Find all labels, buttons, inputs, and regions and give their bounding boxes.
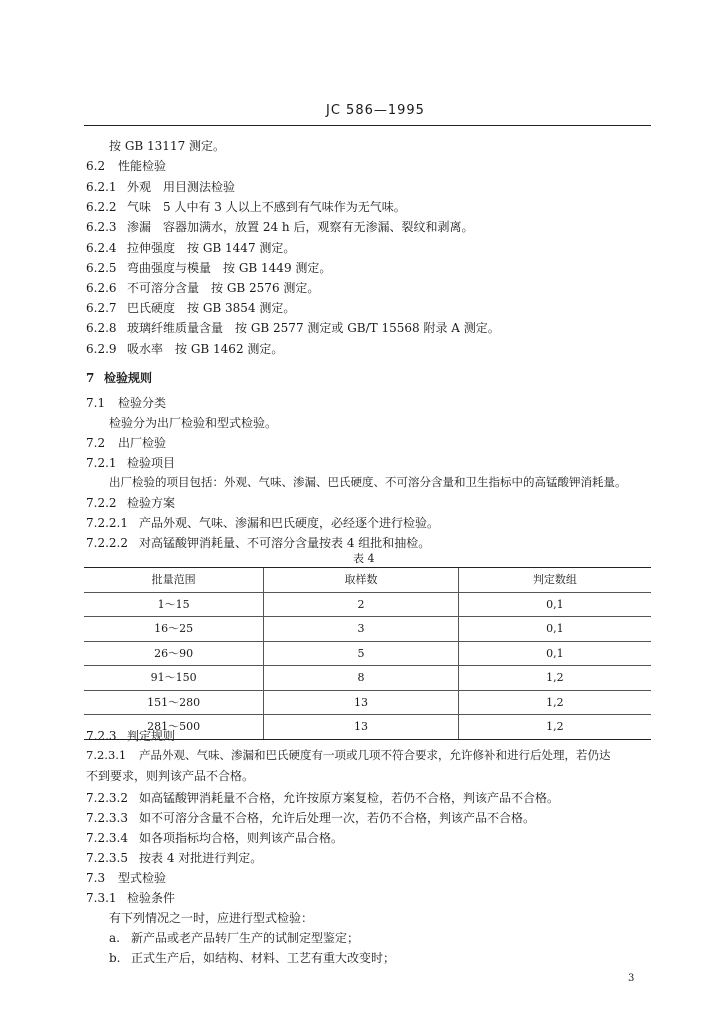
table-cell: 16～25 — [84, 617, 264, 641]
page-number: 3 — [628, 973, 635, 984]
clause-7-2-2: 7.2.2 检验方案 — [86, 496, 176, 510]
table-cell: 1,2 — [546, 720, 564, 734]
table-header-cell: 判定数组 — [532, 573, 577, 587]
table-cell: 0,1 — [546, 646, 564, 660]
list-item-a: a. 新产品或老产品转厂生产的试制定型鉴定； — [109, 931, 360, 945]
clause-6-2-1: 6.2.1 外观 用目测法检验 — [86, 180, 236, 194]
table-cell: 5 — [264, 642, 458, 666]
clause-7-2-3: 7.2.3 判定规则 — [86, 729, 176, 743]
table-row — [84, 691, 651, 716]
clause-7-1: 7.1 检验分类 — [86, 396, 167, 410]
table-row — [84, 593, 651, 618]
clause-7-2-1: 7.2.1 检验项目 — [86, 456, 176, 470]
clause-6-2-4: 6.2.4 拉伸强度 按 GB 1447 测定。 — [86, 241, 296, 255]
table-cell: 0,1 — [546, 622, 564, 636]
list-item-b: b. 正式生产后，如结构、材料、工艺有重大改变时； — [109, 951, 396, 965]
table-cell: 26～90 — [84, 642, 264, 666]
section-7-heading: 7 检验规则 — [86, 371, 153, 385]
table-cell: 1～15 — [84, 593, 264, 617]
table-row — [84, 617, 651, 642]
clause-6-2: 6.2 性能检验 — [86, 159, 167, 173]
clause-6-2-3: 6.2.3 渗漏 容器加满水，放置 24 h 后，观察有无渗漏、裂纹和剥离。 — [86, 220, 474, 234]
table-header-row — [84, 568, 651, 593]
clause-7-3: 7.3 型式检验 — [86, 871, 167, 885]
clause-text: 按 GB 13117 测定。 — [109, 139, 226, 153]
clause-6-2-5: 6.2.5 弯曲强度与模量 按 GB 1449 测定。 — [86, 261, 332, 275]
clause-7-2-3-4: 7.2.3.4 如各项指标均合格，则判该产品合格。 — [86, 831, 344, 845]
table-cell: 1,2 — [546, 671, 564, 685]
clause-text: 不到要求，则判该产品不合格。 — [86, 769, 255, 783]
clause-6-2-7: 6.2.7 巴氏硬度 按 GB 3854 测定。 — [86, 301, 296, 315]
table-row — [84, 666, 651, 691]
table-caption: 表 4 — [353, 552, 375, 565]
header-rule — [84, 125, 651, 126]
clause-7-2-3-5: 7.2.3.5 按表 4 对批进行判定。 — [86, 851, 263, 865]
table-cell: 13 — [264, 691, 458, 715]
table-cell: 0,1 — [546, 597, 564, 611]
clause-6-2-8: 6.2.8 玻璃纤维质量含量 按 GB 2577 测定或 GB/T 15568 附录 A 测定。 — [86, 321, 500, 335]
clause-6-2-9: 6.2.9 吸水率 按 GB 1462 测定。 — [86, 342, 284, 356]
table-cell: 1,2 — [546, 695, 564, 709]
clause-7-2-3-2: 7.2.3.2 如高锰酸钾消耗量不合格，允许按原方案复检，若仍不合格，判该产品不合格。 — [86, 791, 560, 805]
clause-7-3-1: 7.3.1 检验条件 — [86, 891, 176, 905]
clause-7-2: 7.2 出厂检验 — [86, 436, 167, 450]
table-cell: 8 — [264, 666, 458, 690]
table-header-cell: 批量范围 — [84, 568, 264, 592]
table-cell: 13 — [264, 715, 458, 739]
table-cell: 2 — [264, 593, 458, 617]
document-code-header: JC 586—1995 — [326, 103, 425, 118]
clause-text: 检验分为出厂检验和型式检验。 — [109, 416, 278, 430]
clause-7-2-2-1: 7.2.2.1 产品外观、气味、渗漏和巴氏硬度，必经逐个进行检验。 — [86, 516, 440, 530]
clause-text: 出厂检验的项目包括：外观、气味、渗漏、巴氏硬度、不可溶分含量和卫生指标中的高锰酸钾消耗量。 — [109, 475, 627, 489]
clause-7-2-3-3: 7.2.3.3 如不可溶分含量不合格，允许后处理一次，若仍不合格，判该产品不合格。 — [86, 811, 536, 825]
clause-7-2-2-2: 7.2.2.2 对高锰酸钾消耗量、不可溶分含量按表 4 组批和抽检。 — [86, 536, 431, 550]
sampling-table — [84, 567, 651, 743]
table-cell: 281～500 — [84, 715, 264, 739]
table-row — [84, 642, 651, 667]
clause-text: 有下列情况之一时，应进行型式检验： — [109, 911, 314, 925]
table-cell: 151～280 — [84, 691, 264, 715]
clause-7-2-3-1: 7.2.3.1 产品外观、气味、渗漏和巴氏硬度有一项或几项不符合要求，允许修补和进行后处理，若仍达 — [86, 748, 611, 762]
table-cell: 3 — [264, 617, 458, 641]
clause-6-2-6: 6.2.6 不可溶分含量 按 GB 2576 测定。 — [86, 281, 320, 295]
table-header-cell: 取样数 — [264, 568, 458, 592]
table-cell: 91～150 — [84, 666, 264, 690]
clause-6-2-2: 6.2.2 气味 5 人中有 3 人以上不感到有气味作为无气味。 — [86, 200, 406, 214]
